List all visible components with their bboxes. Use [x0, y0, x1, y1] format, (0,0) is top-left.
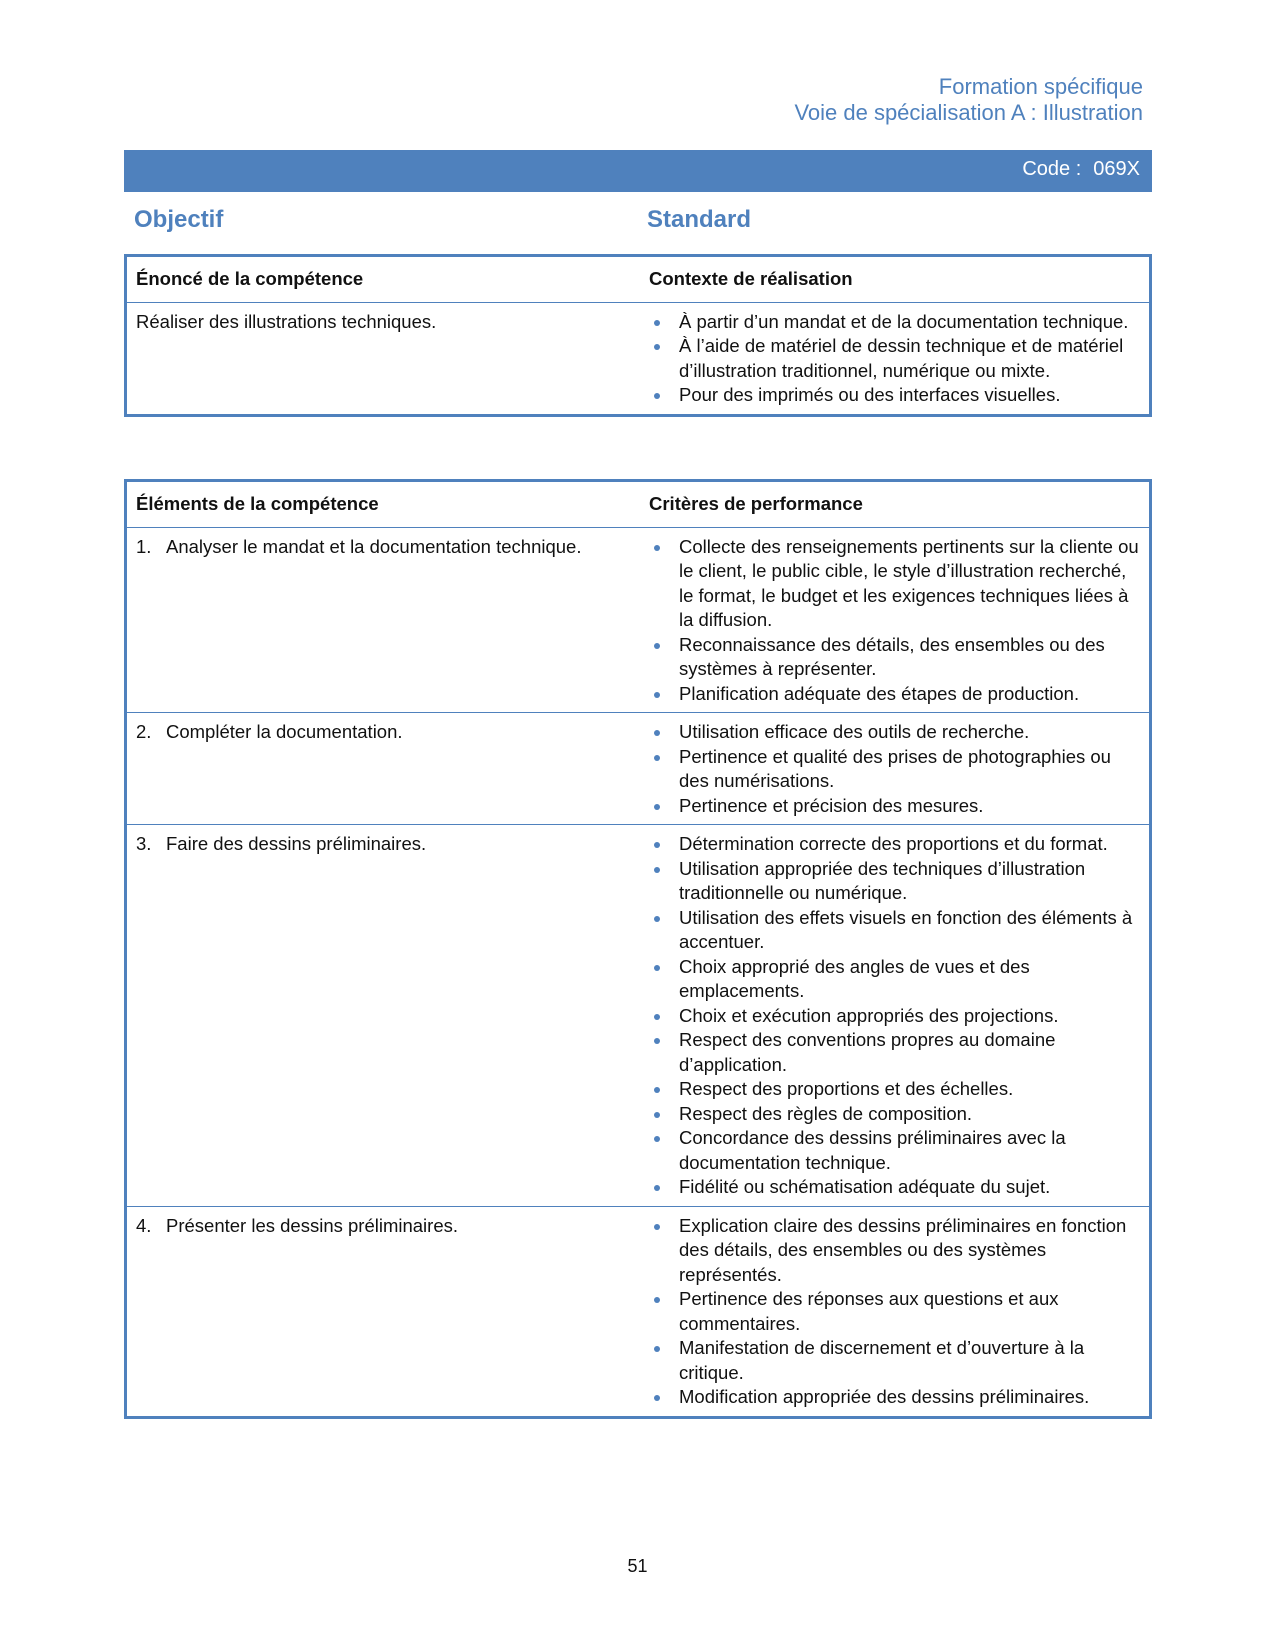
list-item: Respect des proportions et des échelles.: [679, 1077, 1140, 1102]
table-row: [126, 825, 1151, 1207]
list-item: Collecte des renseignements pertinents sur la cliente ou le client, le public cible, le style d’illustration recherché, le format, le budget et les exigences techniques liées à la diffusion.: [679, 535, 1140, 633]
table-header-row: [126, 481, 1151, 528]
element-number: 2.: [136, 721, 152, 742]
list-item: Choix approprié des angles de vues et des emplacements.: [679, 955, 1140, 1004]
column-header: Éléments de la compétence: [126, 481, 641, 528]
table-row: [126, 1206, 1151, 1417]
table-row: [126, 713, 1151, 825]
element-text: Compléter la documentation.: [166, 721, 403, 742]
section-objectif: Objectif: [134, 206, 224, 233]
list-item: Pertinence et précision des mesures.: [679, 794, 1140, 819]
list-item: Pertinence des réponses aux questions et aux commentaires.: [679, 1287, 1140, 1336]
table-row: [126, 527, 1151, 713]
code-label: Code :: [1022, 158, 1082, 180]
context-list: [649, 310, 1140, 408]
list-item: Concordance des dessins préliminaires avec la documentation technique.: [679, 1126, 1140, 1175]
list-item: À partir d’un mandat et de la documentation technique.: [679, 310, 1140, 335]
document-header: [794, 74, 1143, 126]
column-header: Critères de performance: [640, 481, 1151, 528]
list-item: Respect des conventions propres au domaine d’application.: [679, 1028, 1140, 1077]
column-header: Contexte de réalisation: [640, 256, 1151, 303]
competence-table: [124, 254, 1152, 417]
element-text: Faire des dessins préliminaires.: [166, 833, 427, 854]
criteria-list: [649, 1214, 1140, 1410]
list-item: Pour des imprimés ou des interfaces visuelles.: [679, 383, 1140, 408]
section-standard: Standard: [647, 206, 752, 233]
list-item: Détermination correcte des proportions et du format.: [679, 832, 1140, 857]
list-item: Planification adéquate des étapes de production.: [679, 682, 1140, 707]
list-item: Utilisation appropriée des techniques d’illustration traditionnelle ou numérique.: [679, 857, 1140, 906]
list-item: Pertinence et qualité des prises de photographies ou des numérisations.: [679, 745, 1140, 794]
list-item: Manifestation de discernement et d’ouverture à la critique.: [679, 1336, 1140, 1385]
table-header-row: [126, 256, 1151, 303]
element-number: 3.: [136, 833, 152, 854]
element-text: Analyser le mandat et la documentation technique.: [166, 535, 582, 557]
list-item: Utilisation des effets visuels en fonction des éléments à accentuer.: [679, 906, 1140, 955]
list-item: Fidélité ou schématisation adéquate du sujet.: [679, 1175, 1140, 1200]
column-header: Énoncé de la compétence: [126, 256, 641, 303]
list-item: Explication claire des dessins préliminaires en fonction des détails, des ensembles ou des systèmes représentés.: [679, 1214, 1140, 1288]
list-item: À l’aide de matériel de dessin technique et de matériel d’illustration traditionnel, numérique ou mixte.: [679, 334, 1140, 383]
code-banner: [124, 150, 1152, 192]
element-number: 4.: [136, 1214, 152, 1236]
header-line-1: Formation spécifique: [938, 74, 1143, 99]
code-value: 069X: [1093, 158, 1140, 180]
elements-table: [124, 479, 1152, 1419]
page-number: 51: [627, 1556, 648, 1576]
criteria-list: [649, 720, 1140, 818]
competence-statement: Réaliser des illustrations techniques.: [126, 302, 641, 415]
header-line-2: Voie de spécialisation A : Illustration: [794, 100, 1143, 125]
criteria-list: [649, 832, 1140, 1200]
list-item: Reconnaissance des détails, des ensembles ou des systèmes à représenter.: [679, 633, 1140, 682]
element-text: Présenter les dessins préliminaires.: [166, 1214, 459, 1236]
list-item: Respect des règles de composition.: [679, 1102, 1140, 1127]
list-item: Modification appropriée des dessins préliminaires.: [679, 1385, 1140, 1410]
element-number: 1.: [136, 535, 152, 557]
table-row: [126, 302, 1151, 415]
list-item: Utilisation efficace des outils de recherche.: [679, 720, 1140, 745]
criteria-list: [649, 535, 1140, 707]
list-item: Choix et exécution appropriés des projections.: [679, 1004, 1140, 1029]
